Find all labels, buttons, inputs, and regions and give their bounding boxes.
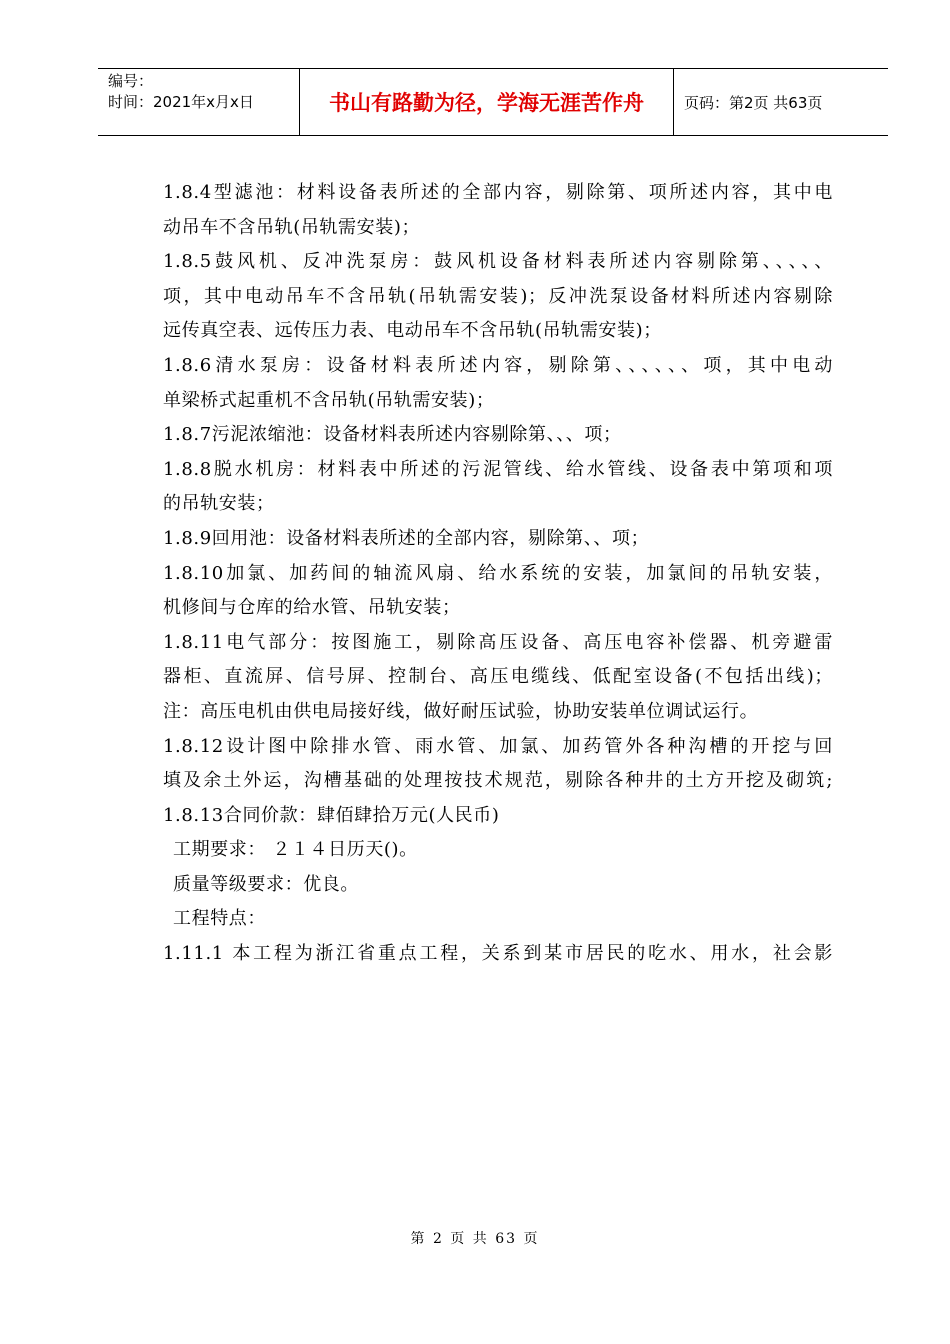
body-line: 项，其中电动吊车不含吊轨(吊轨需安装)；反冲洗泵设备材料所述内容剔除 (163, 285, 833, 307)
body-line: 工期要求： ２１４日历天()。 (173, 839, 418, 861)
body-line: 1.8.4型滤池：材料设备表所述的全部内容，剔除第、项所述内容，其中电 (163, 182, 833, 203)
page-header (98, 68, 888, 136)
header-motto: 书山有路勤为径，学海无涯苦作舟 (300, 69, 674, 135)
body-line: 1.8.8脱水机房：材料表中所述的污泥管线、给水管线、设备表中第项和项 (163, 458, 833, 480)
document-time-label: 时间：2021年x月x日 (108, 93, 254, 111)
body-line: 动吊车不含吊轨(吊轨需安装)； (163, 216, 421, 238)
header-page-info: 页码：第2页 共63页 (684, 93, 823, 112)
body-line: 的吊轨安装； (163, 493, 275, 515)
body-line: 1.8.7污泥浓缩池：设备材料表所述内容剔除第、、、项； (163, 424, 622, 446)
body-line: 机修间与仓库的给水管、吊轨安装； (163, 597, 461, 619)
body-line: 质量等级要求：优良。 (173, 873, 359, 895)
body-line: 1.8.13合同价款：肆佰肆拾万元(人民币) (163, 804, 500, 826)
header-meta-cell (98, 69, 300, 135)
body-line: 注：高压电机由供电局接好线，做好耐压试验，协助安装单位调试运行。 (163, 700, 759, 722)
body-line: 1.8.11电气部分：按图施工，剔除高压设备、高压电容补偿器、机旁避雷 (163, 631, 833, 653)
body-line: 1.8.10加氯、加药间的轴流风扇、给水系统的安装，加氯间的吊轨安装， (163, 562, 833, 584)
body-line: 单梁桥式起重机不含吊轨(吊轨需安装)； (163, 389, 495, 411)
page-footer: 第 2 页 共 63 页 (410, 1231, 540, 1247)
body-line: 1.8.9回用池：设备材料表所述的全部内容，剔除第、、项； (163, 527, 650, 549)
body-line: 1.8.12设计图中除排水管、雨水管、加氯、加药管外各种沟槽的开挖与回 (163, 735, 833, 757)
body-line: 1.11.1 本工程为浙江省重点工程，关系到某市居民的吃水、用水，社会影 (163, 943, 833, 965)
body-line: 填及余土外运，沟槽基础的处理按技术规范，剔除各种井的土方开挖及砌筑; (163, 770, 833, 792)
body-line: 工程特点： (173, 908, 266, 930)
body-line: 器柜、直流屏、信号屏、控制台、高压电缆线、低配室设备(不包括出线)； (163, 666, 833, 688)
body-line: 远传真空表、远传压力表、电动吊车不含吊轨(吊轨需安装)； (163, 320, 662, 342)
document-number-label: 编号： (108, 72, 154, 90)
document-body (163, 176, 833, 972)
body-line: 1.8.5鼓风机、反冲洗泵房：鼓风机设备材料表所述内容剔除第、、、、、 (163, 251, 833, 273)
body-line: 1.8.6清水泵房：设备材料表所述内容，剔除第、、、、、、项，其中电动 (163, 354, 833, 376)
